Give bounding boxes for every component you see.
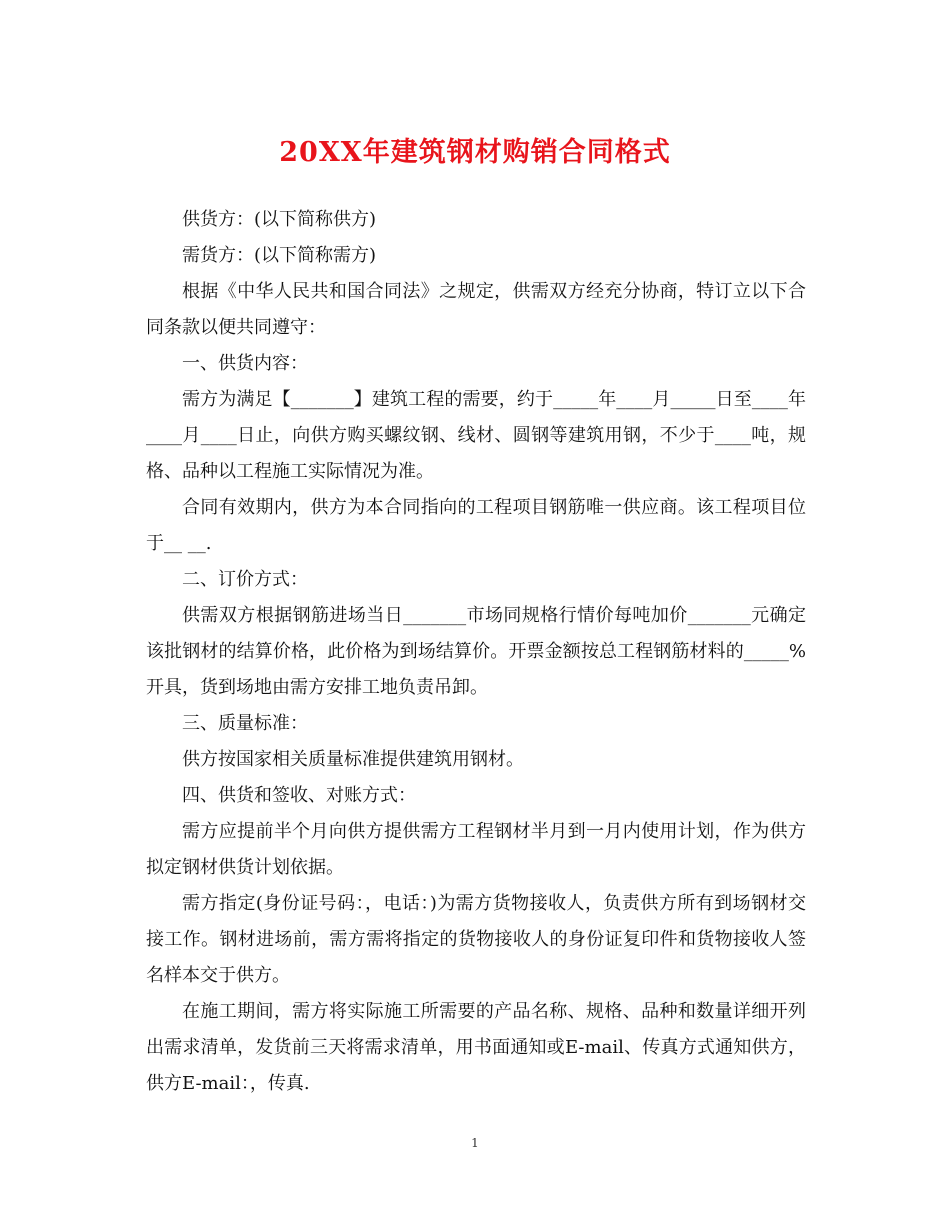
- section-heading-quality: 三、质量标准：: [182, 713, 308, 734]
- document-body: [146, 202, 806, 1102]
- section-heading-pricing: 二、订价方式：: [182, 569, 308, 590]
- paragraph-sole-supplier: 合同有效期内，供方为本合同指向的工程项目钢筋唯一供应商。该工程项目位于__ __.: [146, 497, 806, 554]
- page-number: 1: [471, 1136, 479, 1150]
- paragraph-delivery-plan: 需方应提前半个月向供方提供需方工程钢材半月到一月内使用计划，作为供方拟定钢材供货计划依据。: [146, 821, 806, 878]
- paragraph-receiver: 需方指定(身份证号码：，电话：)为需方货物接收人，负责供方所有到场钢材交接工作。钢材进场前，需方需将指定的货物接收人的身份证复印件和货物接收人签名样本交于供方。: [146, 893, 806, 986]
- paragraph-quality: 供方按国家相关质量标准提供建筑用钢材。: [182, 749, 524, 770]
- section-heading-supply-content: 一、供货内容：: [182, 353, 308, 374]
- paragraph-supply-content: 需方为满足【_______】建筑工程的需要，约于_____年____月_____日至____年____月____日止，向供方购买螺纹钢、线材、圆钢等建筑用钢，不少于____吨，规格、品种以工程施工实际情况为准。: [146, 389, 806, 482]
- section-heading-delivery: 四、供货和签收、对账方式：: [182, 785, 416, 806]
- paragraph-buyer: 需货方：(以下简称需方): [182, 245, 377, 266]
- paragraph-demand-list: 在施工期间，需方将实际施工所需要的产品名称、规格、品种和数量详细开列出需求清单，发货前三天将需求清单，用书面通知或E-mail、传真方式通知供方，供方E-mail：，传真.: [146, 1001, 806, 1094]
- paragraph-pricing: 供需双方根据钢筋进场当日_______市场同规格行情价每吨加价_______元确定该批钢材的结算价格，此价格为到场结算价。开票金额按总工程钢筋材料的_____%开具，货到场地由需方安排工地负责吊卸。: [146, 605, 806, 698]
- paragraph-preamble: 根据《中华人民共和国合同法》之规定，供需双方经充分协商，特订立以下合同条款以便共同遵守：: [146, 281, 806, 338]
- paragraph-supplier: 供货方：(以下简称供方): [182, 209, 377, 230]
- document-title: 20XX年建筑钢材购销合同格式: [279, 137, 671, 168]
